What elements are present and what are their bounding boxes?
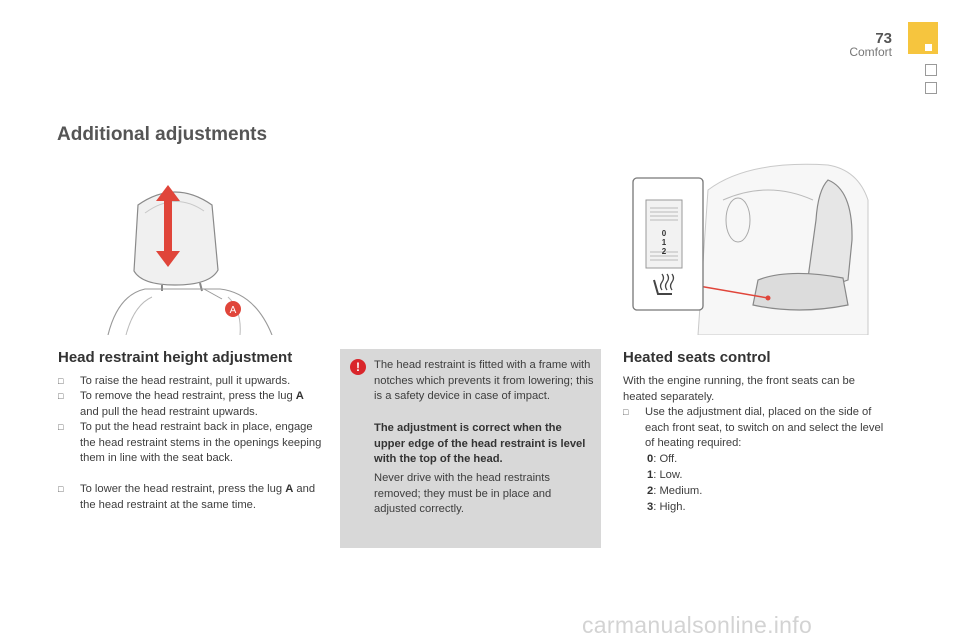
checkbox-bullet-icon: □ xyxy=(58,484,64,494)
section-tab-box xyxy=(925,64,937,76)
heat-level-1: 1: Low. xyxy=(647,469,683,481)
head-restraint-heading: Head restraint height adjustment xyxy=(58,349,293,366)
warning-text-1: The head restraint is fitted with a frame with notches which prevents it from lowering; this is a safety device in case of impact. xyxy=(374,359,594,402)
checkbox-bullet-icon: □ xyxy=(58,422,64,432)
section-tab-marker xyxy=(908,22,938,54)
dial-label-2: 2 xyxy=(661,247,667,256)
head-restraint-step-4: □ To lower the head restraint, press the lug A and the head restraint at the same time. xyxy=(58,483,316,511)
dial-label-0: 0 xyxy=(661,229,667,238)
heated-seats-heading: Heated seats control xyxy=(623,349,771,366)
warning-icon: ! xyxy=(350,359,366,375)
section-name: Comfort xyxy=(849,45,892,59)
head-restraint-illustration xyxy=(100,175,290,335)
checkbox-bullet-icon: □ xyxy=(58,376,64,386)
head-restraint-step-1: □ To raise the head restraint, pull it upwards. xyxy=(58,374,328,390)
section-tab-box xyxy=(925,82,937,94)
seat-heater-dial-inset xyxy=(633,178,703,310)
watermark: carmanualsonline.info xyxy=(582,612,813,638)
warning-text-2: Never drive with the head restraints removed; they must be in place and adjusted correctly. xyxy=(374,472,552,515)
checkbox-bullet-icon: □ xyxy=(623,407,629,417)
warning-text-bold: The adjustment is correct when the upper edge of the head restraint is level with the top of the head. xyxy=(374,422,586,465)
heat-level-2: 2: Medium. xyxy=(647,485,703,497)
page-number: 73 xyxy=(875,30,892,47)
lug-a-callout xyxy=(225,301,241,317)
heat-level-0: 0: Off. xyxy=(647,453,678,465)
head-restraint-step-2: □ To remove the head restraint, press the lug A and pull the head restraint upwards. xyxy=(58,390,304,418)
dial-label-1: 1 xyxy=(661,238,667,247)
heated-seat-illustration xyxy=(628,160,873,335)
lug-label: A xyxy=(229,305,237,316)
heat-level-3: 3: High. xyxy=(647,501,686,513)
heated-seats-intro: With the engine running, the front seats can be heated separately. xyxy=(623,375,855,403)
heated-seats-step: □ Use the adjustment dial, placed on the side of each front seat, to switch on and select the level of heating required: xyxy=(623,406,884,449)
section-tab-dot xyxy=(925,44,932,51)
checkbox-bullet-icon: □ xyxy=(58,391,64,401)
head-restraint-step-3: □ To put the head restraint back in place, engage the head restraint stems in the openings keeping them in line with the seat back. xyxy=(58,421,322,464)
page-title: Additional adjustments xyxy=(57,124,268,145)
